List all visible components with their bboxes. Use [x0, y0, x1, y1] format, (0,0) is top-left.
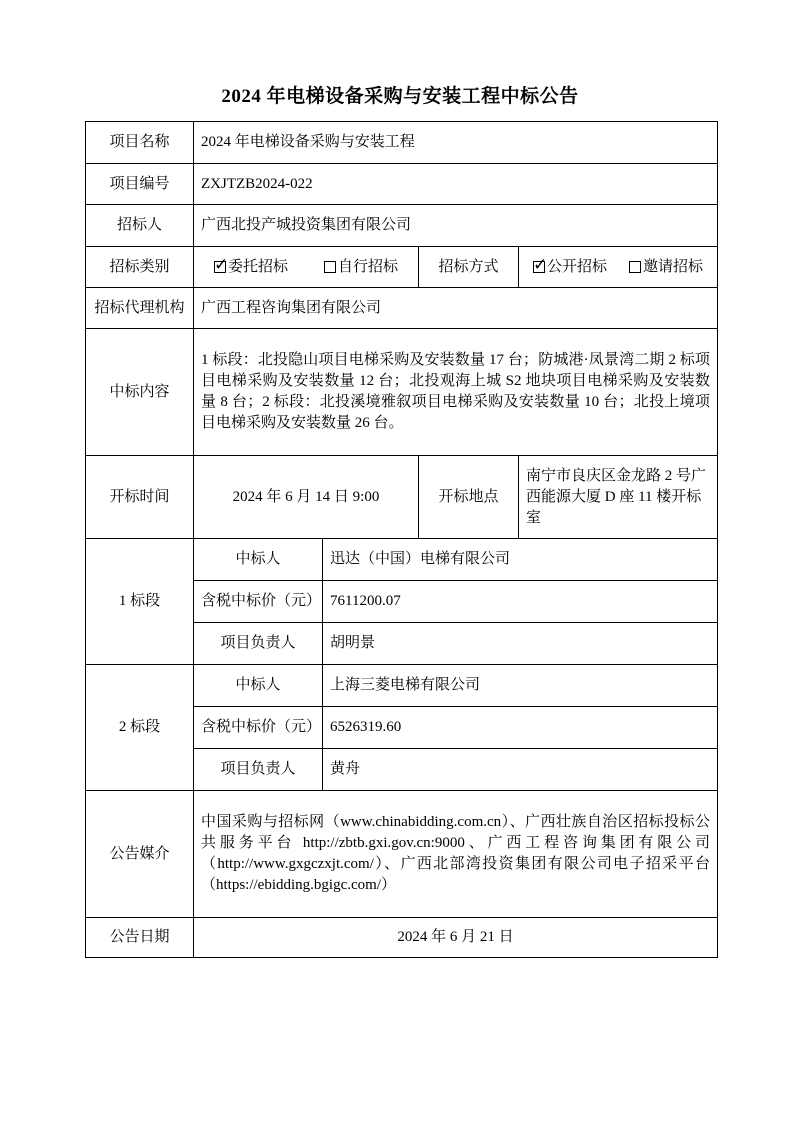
table-row-announcement-date [86, 918, 718, 958]
section1-winner-value: 迅达（中国）电梯有限公司 [323, 539, 718, 581]
tender-method-options [526, 257, 710, 278]
checkbox-label: 自行招标 [337, 258, 398, 275]
announcement-date-label: 公告日期 [86, 918, 194, 958]
section1-label: 1 标段 [86, 539, 194, 665]
tender-method-label: 招标方式 [419, 247, 519, 288]
checkbox-label: 邀请招标 [643, 258, 704, 275]
section2-manager-label: 项目负责人 [194, 749, 323, 791]
tender-category-option-delegated [214, 257, 288, 278]
section1-manager-label: 项目负责人 [194, 623, 323, 665]
table-row-project-number [86, 164, 718, 205]
announcement-date-value: 2024 年 6 月 21 日 [194, 918, 718, 958]
tender-category-options [201, 257, 411, 278]
table-row-section1-winner [86, 539, 718, 581]
section2-winner-value: 上海三菱电梯有限公司 [323, 665, 718, 707]
announcement-media-value: 中国采购与招标网（www.chinabidding.com.cn）、广西壮族自治区招标投标公共服务平台 http://zbtb.gxi.gov.cn:9000、广西工程咨询集团有限公司（http://www.gxgczxjt.com/）、广西北部湾投资集团有限公司电子招采平台（https://ebidding.bgigc.com/） [194, 791, 718, 918]
table-row-award-content [86, 329, 718, 456]
tender-category-options-cell [194, 247, 419, 288]
section2-price-label: 含税中标价（元） [194, 707, 323, 749]
award-content-label: 中标内容 [86, 329, 194, 456]
tender-category-label: 招标类别 [86, 247, 194, 288]
table-row-tenderer [86, 205, 718, 247]
table-row-announcement-media [86, 791, 718, 918]
section1-manager-value: 胡明景 [323, 623, 718, 665]
project-name-label: 项目名称 [86, 122, 194, 164]
checkbox-label: 委托招标 [228, 258, 289, 275]
announcement-media-label: 公告媒介 [86, 791, 194, 918]
checkbox-unchecked-icon [629, 261, 641, 273]
tender-method-option-invited [629, 257, 703, 278]
checkbox-checked-icon [214, 261, 226, 273]
bid-opening-time-label: 开标时间 [86, 456, 194, 539]
project-name-value: 2024 年电梯设备采购与安装工程 [194, 122, 718, 164]
announcement-table [85, 121, 718, 958]
tender-method-option-open [533, 257, 607, 278]
section1-price-value: 7611200.07 [323, 581, 718, 623]
section2-winner-label: 中标人 [194, 665, 323, 707]
table-row-section2-winner [86, 665, 718, 707]
section2-manager-value: 黄舟 [323, 749, 718, 791]
bid-opening-place-label: 开标地点 [419, 456, 519, 539]
tender-method-options-cell [519, 247, 718, 288]
agency-value: 广西工程咨询集团有限公司 [194, 288, 718, 329]
checkbox-checked-icon [533, 261, 545, 273]
section1-winner-label: 中标人 [194, 539, 323, 581]
page-title: 2024 年电梯设备采购与安装工程中标公告 [221, 86, 579, 107]
checkbox-label: 公开招标 [547, 258, 608, 275]
bid-opening-place-value: 南宁市良庆区金龙路 2 号广西能源大厦 D 座 11 楼开标室 [519, 456, 718, 539]
table-row-tender-category [86, 247, 718, 288]
award-content-value: 1 标段：北投隐山项目电梯采购及安装数量 17 台；防城港·凤景湾二期 2 标项目电梯采购及安装数量 12 台；北投观海上城 S2 地块项目电梯采购及安装数量 8 台；2 标段：北投溪境雅叙项目电梯采购及安装数量 10 台；北投上境项目电梯采购及安装数量 26 台。 [194, 329, 718, 456]
section2-price-value: 6526319.60 [323, 707, 718, 749]
tender-category-option-self [324, 257, 398, 278]
tenderer-label: 招标人 [86, 205, 194, 247]
table-row-project-name [86, 122, 718, 164]
section2-label: 2 标段 [86, 665, 194, 791]
tenderer-value: 广西北投产城投资集团有限公司 [194, 205, 718, 247]
bid-opening-time-value: 2024 年 6 月 14 日 9:00 [194, 456, 419, 539]
section1-price-label: 含税中标价（元） [194, 581, 323, 623]
checkbox-unchecked-icon [324, 261, 336, 273]
table-row-agency [86, 288, 718, 329]
table-row-bid-opening [86, 456, 718, 539]
project-number-label: 项目编号 [86, 164, 194, 205]
agency-label: 招标代理机构 [86, 288, 194, 329]
project-number-value: ZXJTZB2024-022 [194, 164, 718, 205]
